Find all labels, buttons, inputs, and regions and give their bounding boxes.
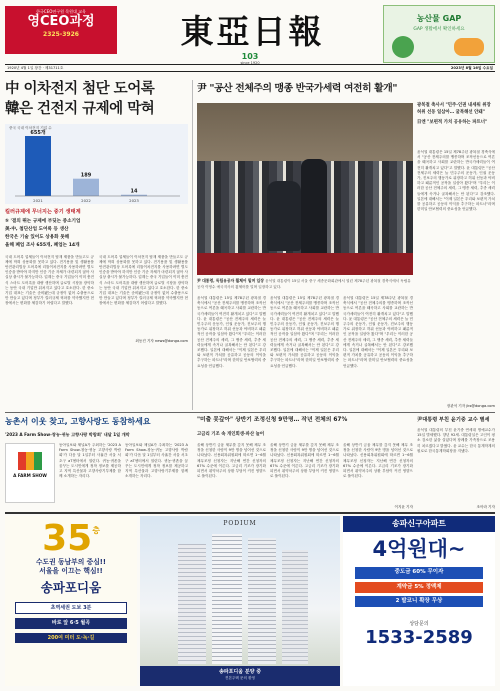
chart-title: 중국 국내 이차전지 기업 수 (9, 126, 52, 130)
top-story-body-1: 국내 도어록 업체들이 이차전지 탑재 제품을 만들고도 규제에 막혀 상용화를 못하고 있다. 전기용품 및 생활용품 안전관리법상 도어록에 리튬이차전지를 사용하려면 별도 인증을 받아야 하지만 인증 기준 자체가 마련되지 않아 사실상 출시가 불가능하다. 업계는 중국 기업들이 이미 충전식 스마트 도어록을 대량 생산하며 글로벌 시장을 장악하는 동안 국내 기업만 뒤처지고 있다고 호소한다. 한 중소기업 대표는 기술은 준비됐는데 규정이 없어 수출용으로만 만들고 있다며 정부가 킬러규제 혁파를 약속했지만 현장에서는 변화를 체감하기 어렵다고 말했다. (5, 254, 94, 306)
ad-line-2: 서울을 이끄는 핵심!! (39, 566, 103, 575)
ad-divider (5, 512, 495, 514)
section-divider (5, 412, 495, 413)
sub-3: 한국은 기술 있어도 상용화 못해 (5, 234, 70, 240)
ad-small-text: 한국CEO연구원 목원대 교육 (36, 9, 86, 14)
masthead-left-ad[interactable] (5, 6, 117, 54)
gap-title: 농산물 GAP (416, 14, 462, 23)
photo-floor (197, 253, 413, 275)
ad-center-panel[interactable] (140, 516, 340, 686)
newspaper-title: 東亞日報 (180, 12, 325, 51)
a-farm-show-logo (5, 443, 55, 503)
deck-2: 허위 선동 일삼아… 굴복해선 안돼" (417, 109, 485, 115)
ad-bullet-2: 바로 앞 6·5 월곡 (15, 618, 127, 629)
ad-bullet-1: 초역세권 도보 3분 (15, 602, 127, 615)
chart-bar (25, 136, 51, 196)
ad-floor-number: 35 (42, 518, 93, 559)
caption-title: 尹 대통령, 독립유공자 휠체어 밀며 입장 (197, 278, 264, 283)
lower-mid-headline: "미출 못갚아" 상반기 조정신청 9만명… 작년 전체의 67% (197, 417, 348, 423)
ad-right-brand: 송파신구아파트 (343, 516, 495, 532)
ad-bullet-3: 200여 미터 도·녹·길 (15, 633, 127, 644)
ad-site-text: 송파포디움 분양 중 (218, 669, 262, 675)
chart-category-label: 2021 (33, 198, 43, 203)
main-body-right: 윤석열 대통령은 15일 제78주년 광복절 경축식에서 "공산 전체주의를 맹종하며 조작선동으로 여론을 왜곡하고 사회를 교란하는 반국가세력들이 여전히 활개치고 있다"고 말했다. 윤 대통령은 "공산 전체주의 세력은 늘 민주주의 운동가, 인권 운동가, 진보주의 행동가로 위장하고 허위 선동과 야비하고 패륜적인 공작을 일삼아 왔다"며 "우리는 이러한 공산 전체주의 세력, 그 맹종 세력, 추종 세력들에게 속거나 굴복해서는 안 된다"고 강조했다. 일본에 대해서는 "이제 일본은 우리와 보편적 가치를 공유하고 공동의 이익을 추구하는 파트너"라며 한미일 안보협력의 중요성을 언급했다. (417, 150, 495, 212)
lower-mid-byline: 이지윤 기자 (394, 505, 413, 509)
masthead-right-ad[interactable] (383, 5, 495, 63)
tower-2 (212, 534, 242, 664)
chart-bar (73, 179, 99, 196)
deck-box (417, 103, 495, 127)
lower-left-subline: '2023 A Farm Show-창농·귀농 고향사랑 박람회' 내달 1일 개막 (5, 432, 130, 437)
lower-left-body-2: 동아일보와 채널A가 주최하는 '2023 A Farm Show-창농·귀농 고향사랑 박람회'가 다음 달 1일부터 사흘간 서울 서초구 aT센터에서 열린다. 귀농·귀촌을 꿈꾸는 도시민에게 정착 정보를 제공하고 지역 특산물과 고향사랑기부제를 함께 소개하는 자리다. (125, 443, 188, 479)
gap-logo-icon (392, 36, 414, 58)
deck-3: 日엔 "보편적 가치 공유하는 파트너" (417, 120, 488, 125)
ad-right-panel[interactable] (343, 516, 495, 686)
column-divider (192, 80, 193, 410)
ad-note-text: 견본주택 문의 환영 (224, 675, 256, 680)
lower-mid-body-1: 올해 상반기 금융 채무를 갚지 못해 채무 조정을 신청한 사람이 9만 명을 넘어선 것으로 나타났다. 신용회복위원회에 따르면 1~6월 채무조정 신청자는 지난해 연간 신청자의 67% 수준에 이른다. 고금리 기조가 장기화되면서 취약차주의 상환 부담이 커진 영향으로 풀이된다. (197, 443, 266, 479)
deck-1: 광복절 축사서 "민주·인권 내세워 위장 (417, 103, 491, 108)
logo-icon (18, 452, 42, 470)
tower-4 (282, 550, 308, 664)
lower-right-body: 윤석열 대통령의 부친 윤기중 연세대 명예교수가 15일 별세했다. 향년 92세. 대통령실은 고인이 평소 검소한 삶을 살았다며 장례를 가족장으로 조용히 치르겠다고 밝혔다. 윤 교수는 한국 통계학계의 원로로 한국통계학회장을 지냈다. (417, 428, 495, 453)
lower-right-headline: 尹대통령 부친 윤기중 교수 별세 (417, 417, 490, 423)
chart-category-label: 2023 (129, 198, 139, 203)
lower-mid-body-2: 올해 상반기 금융 채무를 갚지 못해 채무 조정을 신청한 사람이 9만 명을 넘어선 것으로 나타났다. 신용회복위원회에 따르면 1~6월 채무조정 신청자는 지난해 연간 신청자의 67% 수준에 이른다. 고금리 기조가 장기화되면서 취약차주의 상환 부담이 커진 영향으로 풀이된다. (270, 443, 339, 479)
main-body-1: 윤석열 대통령은 15일 제78주년 광복절 경축식에서 "공산 전체주의를 맹종하며 조작선동으로 여론을 왜곡하고 사회를 교란하는 반국가세력들이 여전히 활개치고 있다"고 말했다. 윤 대통령은 "공산 전체주의 세력은 늘 민주주의 운동가, 인권 운동가, 진보주의 행동가로 위장하고 허위 선동과 야비하고 패륜적인 공작을 일삼아 왔다"며 "우리는 이러한 공산 전체주의 세력, 그 맹종 세력, 추종 세력들에게 속거나 굴복해서는 안 된다"고 강조했다. 일본에 대해서는 "이제 일본은 우리와 보편적 가치를 공유하고 공동의 이익을 추구하는 파트너"라며 한미일 안보협력의 중요성을 언급했다. (197, 296, 266, 368)
since-label: since 1920 (240, 61, 260, 65)
lower-right-byline: 조아라 기자 (476, 505, 495, 509)
lower-mid-body-3: 올해 상반기 금융 채무를 갚지 못해 채무 조정을 신청한 사람이 9만 명을 넘어선 것으로 나타났다. 신용회복위원회에 따르면 1~6월 채무조정 신청자는 지난해 연간 신청자의 67% 수준에 이른다. 고금리 기조가 장기화되면서 취약차주의 상환 부담이 커진 영향으로 풀이된다. (343, 443, 413, 479)
caption-text: 윤석열 대통령이 15일 서울 중구 세종문화회관에서 열린 제78주년 광복절 경축식에서 독립유공자 이영수 애국지사의 휠체어를 밀며 입장하고 있다. (197, 279, 411, 289)
ad-right-benefit-2: 계약금 5% 정액제 (355, 582, 483, 593)
chart-svg (5, 124, 188, 204)
photo-caption (197, 278, 413, 290)
ad-line-1: 수도권 동남부의 중심!! (35, 558, 107, 566)
main-headline: 尹 "공산 전체주의 맹종 반국가세력 여전히 활개" (197, 83, 398, 94)
chart-value-label: 14 (130, 188, 138, 195)
ad-phone-label: 상담문의 (409, 620, 429, 627)
sub-4: 올해 폐업 조사 655개, 폐업는 14개 (5, 242, 80, 248)
chart-value-label: 189 (80, 172, 92, 179)
dateline-left: 1920년 4월 1일 창간 · 제31711호 (7, 66, 64, 70)
chart-value-label: 655개 (30, 130, 46, 136)
photo-president-figure (301, 159, 327, 255)
lower-left-body-1: 동아일보와 채널A가 주최하는 '2023 A Farm Show-창농·귀농 고향사랑 박람회'가 다음 달 1일부터 사흘간 서울 서초구 aT센터에서 열린다. 귀농·귀촌을 꿈꾸는 도시민에게 정착 정보를 제공하고 지역 특산물과 고향사랑기부제를 함께 소개하는 자리다. (59, 443, 121, 479)
chart-category-label: 2022 (81, 198, 91, 203)
top-story-byline: 최동진 기자 news@donga.com (135, 338, 188, 343)
ad-phone-number[interactable]: 1533-2589 (365, 627, 473, 649)
logo-text: A FARM SHOW (13, 473, 47, 478)
sub-2: 美·中, 첨단산업 도어록 등 생산 (5, 226, 69, 232)
anniversary-number: 103 (241, 52, 259, 61)
gap-subtitle: GAP 생활에서 확인하세요 (413, 27, 465, 33)
dateline-bar (5, 64, 495, 72)
ad-left-panel[interactable] (5, 516, 137, 686)
main-body-2: 윤석열 대통령은 15일 제78주년 광복절 경축식에서 "공산 전체주의를 맹종하며 조작선동으로 여론을 왜곡하고 사회를 교란하는 반국가세력들이 여전히 활개치고 있다"고 말했다. 윤 대통령은 "공산 전체주의 세력은 늘 민주주의 운동가, 인권 운동가, 진보주의 행동가로 위장하고 허위 선동과 야비하고 패륜적인 공작을 일삼아 왔다"며 "우리는 이러한 공산 전체주의 세력, 그 맹종 세력, 추종 세력들에게 속거나 굴복해서는 안 된다"고 강조했다. 일본에 대해서는 "이제 일본은 우리와 보편적 가치를 공유하고 공동의 이익을 추구하는 파트너"라며 한미일 안보협력의 중요성을 언급했다. (270, 296, 339, 368)
main-photo (197, 103, 413, 275)
ad-center-bottom-bar (140, 666, 340, 686)
top-story (5, 80, 188, 410)
headline-2: 韓은 건전지 규제에 막혀 (5, 101, 155, 117)
lower-left-headline: 농촌서 이웃 찾고, 고향사랑도 동참하세요 (5, 417, 151, 426)
photo-wheelchair-figure (267, 181, 301, 251)
main-byline: 장관석 기자 jks@donga.com (446, 404, 495, 408)
kicker: 킬러규제에 무너지는 중기 생태계 (5, 209, 81, 215)
sub-1: ⑤ '결의 뛰는 규제에 부딪는 중소기업 (5, 218, 81, 224)
headline-1: 中 이차전지 첨단 도어록 (5, 81, 155, 97)
ad-right-price: 4억원대~ (372, 537, 466, 562)
main-body-3: 윤석열 대통령은 15일 제78주년 광복절 경축식에서 "공산 전체주의를 맹종하며 조작선동으로 여론을 왜곡하고 사회를 교란하는 반국가세력들이 여전히 활개치고 있다"고 말했다. 윤 대통령은 "공산 전체주의 세력은 늘 민주주의 운동가, 인권 운동가, 진보주의 행동가로 위장하고 허위 선동과 야비하고 패륜적인 공작을 일삼아 왔다"며 "우리는 이러한 공산 전체주의 세력, 그 맹종 세력, 추종 세력들에게 속거나 굴복해서는 안 된다"고 강조했다. 일본에 대해서는 "이제 일본은 우리와 보편적 가치를 공유하고 공동의 이익을 추구하는 파트너"라며 한미일 안보협력의 중요성을 언급했다. (343, 296, 413, 368)
top-story-body-2: 국내 도어록 업체들이 이차전지 탑재 제품을 만들고도 규제에 막혀 상용화를 못하고 있다. 전기용품 및 생활용품 안전관리법상 도어록에 리튬이차전지를 사용하려면 별도 인증을 받아야 하지만 인증 기준 자체가 마련되지 않아 사실상 출시가 불가능하다. 업계는 중국 기업들이 이미 충전식 스마트 도어록을 대량 생산하며 글로벌 시장을 장악하는 동안 국내 기업만 뒤처지고 있다고 호소한다. 한 중소기업 대표는 기술은 준비됐는데 규정이 없어 수출용으로만 만들고 있다며 정부가 킬러규제 혁파를 약속했지만 현장에서는 변화를 체감하기 어렵다고 말했다. (99, 254, 188, 306)
ad-phone: 2325-3926 (43, 31, 79, 39)
tower-3 (248, 538, 276, 664)
ad-right-benefit-1: 중도금 60% 무이자 (355, 567, 483, 578)
dateline-right: 2023년 8월 16일 수요일 (450, 66, 493, 70)
bar-chart (5, 124, 188, 204)
podium-logo: PODIUM (223, 520, 257, 527)
lower-mid-sub: 고금리 기조 속 개인회생·파산 늘어 (197, 432, 265, 437)
tower-1 (178, 544, 206, 664)
ad-right-benefit-3: 2 발코니 확장 무상 (355, 596, 483, 607)
ad-floor-unit: 층 (92, 526, 100, 535)
ad-title: 영CEO과정 (27, 14, 95, 30)
ad-brand: 송파포디움 (40, 579, 102, 595)
vegetable-icon (454, 38, 484, 56)
